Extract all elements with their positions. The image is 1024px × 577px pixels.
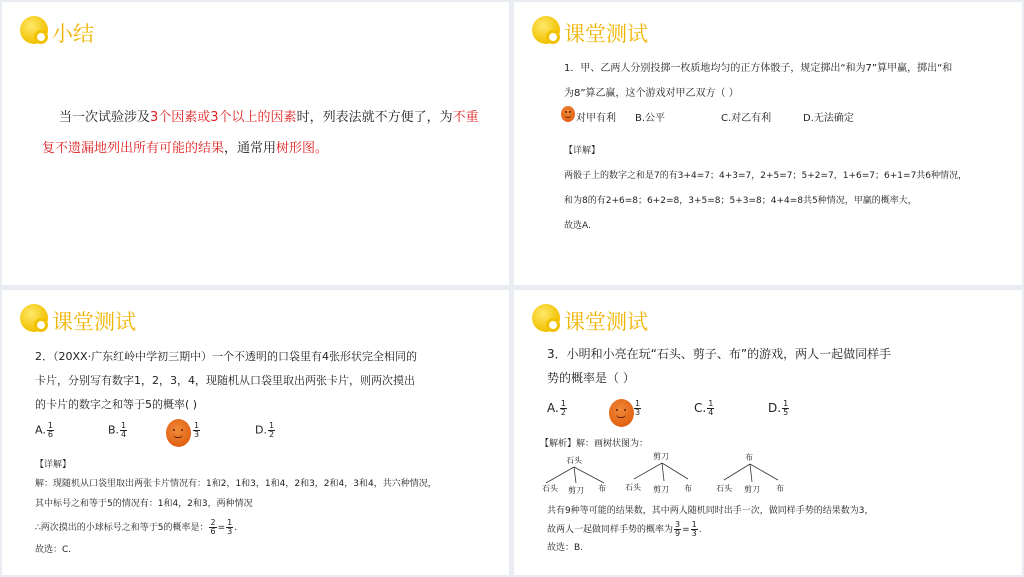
numerator: 1 — [121, 421, 127, 430]
fraction — [691, 521, 698, 538]
detail-heading: 【详解】 — [35, 460, 72, 470]
denominator: 6 — [47, 430, 53, 439]
denominator: 3 — [691, 529, 697, 538]
summary-panel — [2, 2, 509, 285]
denominator: 6 — [210, 527, 216, 536]
option-label: A. — [547, 401, 559, 415]
page-title: 课堂测试 — [564, 310, 648, 334]
quiz-panel-2 — [2, 290, 509, 575]
numerator: 1 — [560, 399, 566, 408]
highlight-text: 树形图。 — [276, 141, 329, 156]
option-c[interactable]: C.对乙有利 — [721, 113, 772, 124]
numerator: 1 — [691, 520, 697, 529]
detail-heading: 【详解】 — [564, 146, 601, 156]
detail-line: 故选：C. — [35, 545, 72, 555]
numerator: 1 — [194, 421, 200, 430]
option-a[interactable] — [547, 400, 568, 417]
detail-line — [35, 519, 237, 536]
question-line: 3．小明和小亮在玩“石头、剪子、布”的游戏，两人一起做同样手 — [547, 347, 892, 361]
question-line: 势的概率是（ ） — [547, 371, 635, 385]
numerator: 2 — [210, 518, 216, 527]
solution-line: 共有9种等可能的结果数，其中两人随机同时出手一次，做同样手势的结果数为3， — [547, 506, 874, 516]
option-label: A. — [35, 423, 46, 437]
tree-leaf: 剪刀 — [568, 486, 584, 495]
fraction — [782, 400, 789, 417]
question-line: 1．甲、乙两人分别投掷一枚质地均匀的正方体骰子，规定掷出“和为7”算甲赢，掷出“和 — [564, 63, 953, 74]
fraction — [560, 400, 567, 417]
solution-line — [547, 521, 702, 538]
tree-leaf: 剪刀 — [744, 485, 760, 494]
numerator: 1 — [47, 421, 53, 430]
question-line: 为8”算乙赢，这个游戏对甲乙双方（ ） — [564, 88, 739, 99]
tree-leaf: 石头 — [625, 483, 641, 492]
highlight-text: 不重 — [452, 110, 479, 125]
option-c[interactable] — [192, 422, 201, 439]
tree-leaf: 石头 — [542, 484, 558, 493]
tree-branches — [622, 461, 712, 483]
text-segment: ，通常用 — [224, 141, 277, 156]
option-d[interactable] — [768, 400, 790, 417]
text-segment: ∴两次摸出的小球标号之和等于5的概率是： — [35, 523, 209, 533]
text-segment: 当一次试验涉及 — [59, 110, 151, 125]
tree-root: 布 — [745, 453, 753, 462]
option-b[interactable]: B.公平 — [635, 113, 666, 124]
fraction — [226, 519, 233, 536]
option-d[interactable] — [255, 422, 276, 439]
text-segment: 时，列表法就不方便了，为 — [296, 110, 453, 125]
text-segment: 故两人一起做同样手势的概率为 — [547, 525, 674, 535]
fraction — [674, 521, 681, 538]
tree-root: 剪刀 — [653, 452, 669, 461]
numerator: 3 — [675, 520, 681, 529]
page-title: 小结 — [52, 22, 94, 46]
tree-branches — [710, 462, 800, 484]
tree-leaf: 布 — [598, 484, 606, 493]
smiley-face-icon — [609, 399, 634, 427]
fraction — [47, 422, 54, 439]
question-line: 2．（20XX·广东红岭中学初三期中）一个不透明的口袋里有4张形状完全相同的 — [35, 350, 418, 363]
denominator: 3 — [194, 430, 200, 439]
option-c[interactable] — [694, 400, 715, 417]
summary-line-2 — [42, 137, 328, 156]
summary-line-1 — [59, 106, 479, 125]
denominator: 2 — [268, 430, 275, 439]
numerator: 1 — [783, 399, 789, 408]
tree-leaf: 布 — [684, 484, 692, 493]
detail-line: 两骰子上的数字之和是7的有3+4=7；4+3=7，2+5=7；5+2=7，1+6=7；6+1=7共6种情况， — [564, 171, 968, 181]
smiley-face-icon — [561, 106, 575, 122]
question-line: 卡片，分别写有数字1，2，3，4，现随机从口袋里取出两张卡片，则两次摸出 — [35, 374, 415, 387]
fraction — [268, 422, 275, 439]
page-title: 课堂测试 — [564, 22, 648, 46]
equals-sign: = — [217, 523, 226, 533]
highlight-text: 3个因素或3个以上的因素 — [150, 110, 297, 125]
fraction — [193, 422, 200, 439]
tree-leaf: 剪刀 — [653, 485, 669, 494]
detail-line: 故选A. — [564, 221, 591, 231]
fraction — [707, 400, 714, 417]
tree-branches — [534, 465, 624, 485]
page-title: 课堂测试 — [52, 310, 136, 334]
numerator: 1 — [227, 518, 233, 527]
option-a[interactable]: 对甲有利 — [576, 113, 616, 124]
denominator: 3 — [227, 527, 233, 536]
solution-line: 故选：B. — [547, 543, 584, 553]
option-label: D. — [255, 423, 267, 437]
quiz-panel-1 — [514, 2, 1022, 285]
denominator: 4 — [121, 430, 127, 439]
tree-leaf: 布 — [776, 484, 784, 493]
tree-leaf: 石头 — [716, 484, 732, 493]
option-label: C. — [694, 401, 707, 415]
numerator: 1 — [708, 399, 714, 408]
option-d[interactable]: D.无法确定 — [803, 113, 854, 124]
denominator: 4 — [708, 408, 714, 417]
option-label: B. — [108, 423, 120, 437]
quiz-panel-3 — [514, 290, 1022, 575]
numerator: 1 — [635, 399, 641, 408]
analysis-heading: 【解析】解：画树状图为： — [540, 439, 649, 449]
text-segment: . — [234, 523, 238, 533]
denominator: 9 — [675, 529, 681, 538]
highlight-text: 复不遗漏地列出所有可能的结果 — [42, 141, 225, 156]
option-label: D. — [768, 401, 782, 415]
denominator: 5 — [783, 408, 789, 417]
denominator: 2 — [560, 408, 566, 417]
question-line: 的卡片的数字之和等于5的概率( ) — [35, 398, 198, 411]
option-b[interactable] — [108, 422, 128, 439]
detail-line: 解：现随机从口袋里取出两张卡片情况有：1和2，1和3，1和4，2和3，2和4，3和4，共六种情况， — [35, 479, 437, 489]
numerator: 1 — [268, 421, 275, 430]
text-segment: . — [698, 525, 702, 535]
detail-line: 和为8的有2+6=8；6+2=8，3+5=8；5+3=8；4+4=8共5种情况，甲赢的概率大， — [564, 196, 917, 206]
denominator: 3 — [635, 408, 641, 417]
tree-root: 石头 — [566, 456, 582, 465]
fraction — [634, 400, 641, 417]
detail-line: 其中标号之和等于5的情况有：1和4，2和3，两种情况 — [35, 499, 253, 509]
fraction — [209, 519, 216, 536]
fraction — [120, 422, 127, 439]
equals-sign: = — [682, 525, 690, 535]
option-a[interactable] — [35, 422, 55, 439]
option-b[interactable] — [633, 400, 642, 417]
smiley-face-icon — [166, 419, 191, 447]
